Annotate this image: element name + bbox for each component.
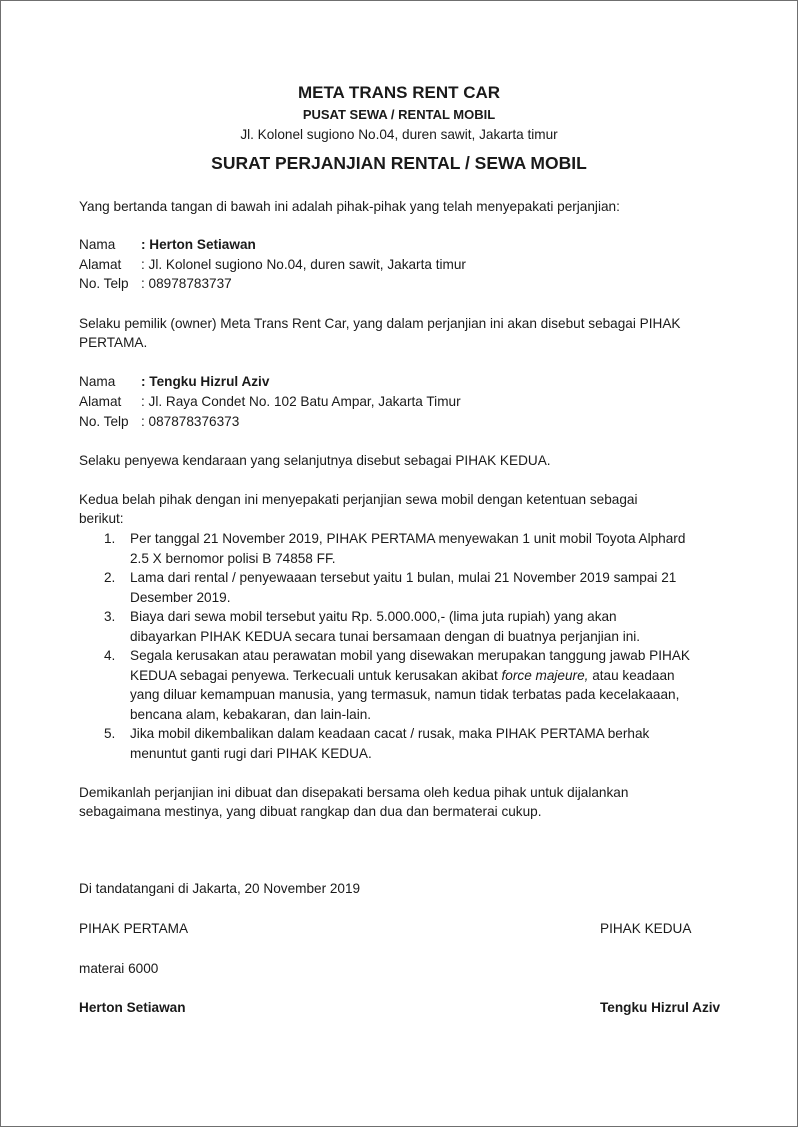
party1-phone-label: No. Telp [79,276,129,291]
party1-signature-name: Herton Setiawan [79,1000,186,1015]
company-address: Jl. Kolonel sugiono No.04, duren sawit, Jakarta timur [240,127,558,142]
term-italic-phrase: force majeure, [501,667,589,683]
term-line: Biaya dari sewa mobil tersebut yaitu Rp. 5.000.000,- (lima juta rupiah) yang akan [130,609,617,624]
term-line: Segala kerusakan atau perawatan mobil yang disewakan merupakan tanggung jawab PIHAK [130,648,690,663]
party1-role-line2: PERTAMA. [79,335,148,350]
party2-address-label: Alamat [79,394,122,409]
party2-phone-label: No. Telp [79,414,129,429]
term-line: Jika mobil dikembalikan dalam keadaan cacat / rusak, maka PIHAK PERTAMA berhak [130,726,650,741]
term-text [130,724,730,763]
party2-signature-name: Tengku Hizrul Aziv [600,1000,721,1015]
term-line: menuntut ganti rugi dari PIHAK KEDUA. [130,745,372,761]
party1-address: : Jl. Kolonel sugiono No.04, duren sawit, Jakarta timur [141,257,466,272]
term-line: Lama dari rental / penyewaaan tersebut yaitu 1 bulan, mulai 21 November 2019 sampai 21 [130,570,677,585]
party1-role-line1: Selaku pemilik (owner) Meta Trans Rent Car, yang dalam perjanjian ini akan disebut sebagai PIHAK [79,316,681,331]
party1-phone-row [79,274,232,294]
party2-signature-label: PIHAK KEDUA [600,921,692,936]
term-text [130,529,730,568]
party1-address-label: Alamat [79,257,122,272]
party1-phone: : 08978783737 [141,276,232,291]
document-title: SURAT PERJANJIAN RENTAL / SEWA MOBIL [211,153,587,173]
closing-line1: Demikanlah perjanjian ini dibuat dan disepakati bersama oleh kedua pihak untuk dijalankan [79,785,629,800]
party1-signature-label: PIHAK PERTAMA [79,921,189,936]
company-subtitle: PUSAT SEWA / RENTAL MOBIL [302,107,496,122]
term-line: yang diluar kemampuan manusia, yang termasuk, namun tidak terbatas pada kecelakaaan, [130,687,680,702]
party1-name: : Herton Setiawan [141,237,256,252]
party1-name-row [79,235,256,255]
company-name: META TRANS RENT CAR [297,83,501,102]
place-date: Di tandatangani di Jakarta, 20 November 2019 [79,881,361,896]
party2-name: : Tengku Hizrul Aziv [141,374,270,389]
term-text [130,646,730,724]
term-line: Desember 2019. [130,589,231,605]
agreement-intro-line1: Kedua belah pihak dengan ini menyepakati perjanjian sewa mobil dengan ketentuan sebagai [79,492,638,507]
term-line: Per tanggal 21 November 2019, PIHAK PERTAMA menyewakan 1 unit mobil Toyota Alphard [130,531,686,546]
term-line: bencana alam, kebakaran, dan lain-lain. [130,706,372,722]
party1-name-label: Nama [79,237,116,252]
party2-phone-row [79,412,239,432]
stamp-note: materai 6000 [79,961,159,976]
party2-name-label: Nama [79,374,116,389]
term-number: 4. [104,648,116,663]
agreement-intro-line2: berikut: [79,511,124,526]
closing-line2: sebagaimana mestinya, yang dibuat rangkap dan dua dan bermaterai cukup. [79,804,542,819]
party1-address-row [79,255,466,275]
term-line: dibayarkan PIHAK KEDUA secara tunai bersamaan dengan di buatnya perjanjian ini. [130,628,641,644]
term-text [130,568,730,607]
term-number: 2. [104,570,116,585]
party2-address: : Jl. Raya Condet No. 102 Batu Ampar, Jakarta Timur [141,394,461,409]
term-number: 1. [104,531,116,546]
intro-paragraph: Yang bertanda tangan di bawah ini adalah pihak-pihak yang telah menyepakati perjanjian: [79,199,620,214]
party2-role: Selaku penyewa kendaraan yang selanjutnya disebut sebagai PIHAK KEDUA. [79,453,551,468]
term-line: 2.5 X bernomor polisi B 74858 FF. [130,550,336,566]
term-text [130,607,730,646]
party2-address-row [79,392,461,412]
party2-phone: : 087878376373 [141,414,240,429]
term-number: 5. [104,726,116,741]
term-line: atau keadaan [588,667,675,683]
party2-name-row [79,372,269,392]
term-line: KEDUA sebagai penyewa. Terkecuali untuk kerusakan akibat [130,667,502,683]
term-number: 3. [104,609,116,624]
